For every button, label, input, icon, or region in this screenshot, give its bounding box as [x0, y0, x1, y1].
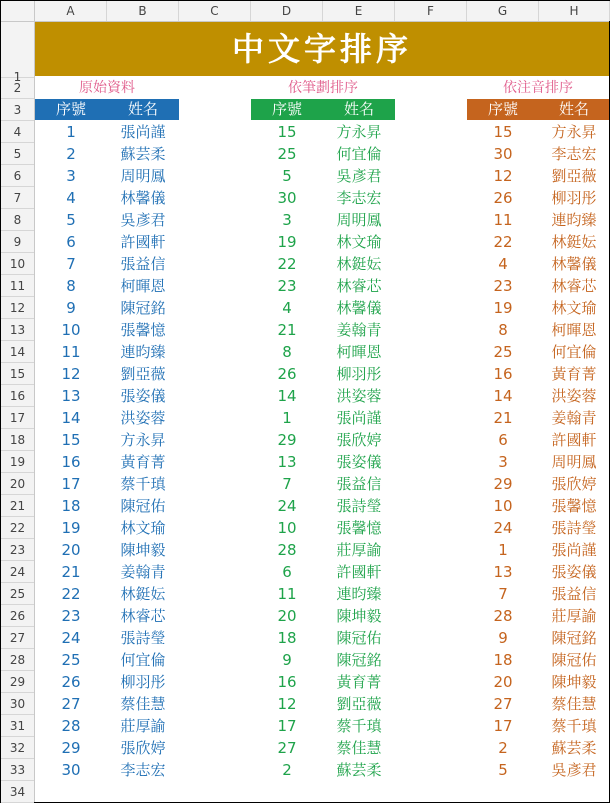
original-no-cell[interactable]: 16 — [61, 453, 81, 471]
row-header-26[interactable]: 26 — [1, 605, 34, 627]
original-no-cell[interactable]: 27 — [61, 695, 81, 713]
original-name-cell[interactable]: 張詩瑩 — [120, 629, 166, 647]
column-header-d[interactable]: D — [251, 1, 323, 21]
row-header-1[interactable]: 1 — [1, 22, 34, 78]
row-header-11[interactable]: 11 — [1, 275, 34, 297]
zhuyin-no-cell[interactable]: 14 — [493, 387, 513, 405]
column-header-h[interactable]: H — [539, 1, 610, 21]
row-header-4[interactable]: 4 — [1, 121, 34, 143]
original-name-cell[interactable]: 劉亞薇 — [120, 365, 166, 383]
stroke-no-cell[interactable]: 4 — [282, 299, 292, 317]
select-all-corner[interactable] — [1, 1, 35, 21]
zhuyin-no-cell[interactable]: 7 — [498, 585, 508, 603]
stroke-name-cell[interactable]: 林睿芯 — [336, 277, 382, 295]
zhuyin-name-cell[interactable]: 劉亞薇 — [551, 167, 597, 185]
stroke-name-cell[interactable]: 許國軒 — [336, 563, 382, 581]
row-header-24[interactable]: 24 — [1, 561, 34, 583]
original-no-cell[interactable]: 24 — [61, 629, 81, 647]
original-name-cell[interactable]: 張益信 — [120, 255, 166, 273]
original-no-cell[interactable]: 20 — [61, 541, 81, 559]
zhuyin-no-cell[interactable]: 2 — [498, 739, 508, 757]
zhuyin-no-cell[interactable]: 12 — [493, 167, 513, 185]
row-header-23[interactable]: 23 — [1, 539, 34, 561]
zhuyin-name-cell[interactable]: 陳坤毅 — [551, 673, 597, 691]
stroke-name-cell[interactable]: 周明鳳 — [336, 211, 382, 229]
column-header-a[interactable]: A — [35, 1, 107, 21]
stroke-no-cell[interactable]: 10 — [277, 519, 297, 537]
stroke-name-cell[interactable]: 張詩瑩 — [336, 497, 382, 515]
header-no-zhuyin[interactable]: 序號 — [487, 100, 518, 118]
stroke-name-cell[interactable]: 張尚謹 — [336, 409, 382, 427]
original-name-cell[interactable]: 蘇芸柔 — [120, 145, 166, 163]
original-no-cell[interactable]: 3 — [66, 167, 76, 185]
original-name-cell[interactable]: 何宜倫 — [120, 651, 166, 669]
stroke-name-cell[interactable]: 柳羽彤 — [336, 365, 382, 383]
header-name-original[interactable]: 姓名 — [127, 100, 158, 118]
column-header-f[interactable]: F — [395, 1, 467, 21]
row-header-12[interactable]: 12 — [1, 297, 34, 319]
stroke-name-cell[interactable]: 張姿儀 — [336, 453, 382, 471]
stroke-no-cell[interactable]: 9 — [282, 651, 292, 669]
stroke-name-cell[interactable]: 黃育菁 — [336, 673, 382, 691]
zhuyin-no-cell[interactable]: 29 — [493, 475, 513, 493]
zhuyin-name-cell[interactable]: 姜翰青 — [551, 409, 597, 427]
stroke-name-cell[interactable]: 林鋌妘 — [336, 255, 382, 273]
row-header-20[interactable]: 20 — [1, 473, 34, 495]
row-header-5[interactable]: 5 — [1, 143, 34, 165]
stroke-no-cell[interactable]: 18 — [277, 629, 297, 647]
stroke-no-cell[interactable]: 17 — [277, 717, 297, 735]
stroke-no-cell[interactable]: 20 — [277, 607, 297, 625]
zhuyin-name-cell[interactable]: 張益信 — [551, 585, 597, 603]
original-no-cell[interactable]: 28 — [61, 717, 81, 735]
original-name-cell[interactable]: 陳坤毅 — [120, 541, 166, 559]
header-name-zhuyin[interactable]: 姓名 — [558, 100, 589, 118]
stroke-name-cell[interactable]: 何宜倫 — [336, 145, 382, 163]
zhuyin-no-cell[interactable]: 4 — [498, 255, 508, 273]
original-no-cell[interactable]: 10 — [61, 321, 81, 339]
original-no-cell[interactable]: 13 — [61, 387, 81, 405]
original-no-cell[interactable]: 7 — [66, 255, 76, 273]
original-name-cell[interactable]: 張姿儀 — [120, 387, 166, 405]
header-name-stroke[interactable]: 姓名 — [343, 100, 374, 118]
zhuyin-no-cell[interactable]: 24 — [493, 519, 513, 537]
original-name-cell[interactable]: 洪姿蓉 — [120, 409, 166, 427]
row-header-21[interactable]: 21 — [1, 495, 34, 517]
stroke-no-cell[interactable]: 2 — [282, 761, 292, 779]
row-header-13[interactable]: 13 — [1, 319, 34, 341]
row-header-29[interactable]: 29 — [1, 671, 34, 693]
original-no-cell[interactable]: 15 — [61, 431, 81, 449]
zhuyin-name-cell[interactable]: 柳羽彤 — [551, 189, 597, 207]
row-header-8[interactable]: 8 — [1, 209, 34, 231]
original-no-cell[interactable]: 30 — [61, 761, 81, 779]
zhuyin-no-cell[interactable]: 19 — [493, 299, 513, 317]
original-name-cell[interactable]: 林睿芯 — [120, 607, 166, 625]
section-title-stroke[interactable]: 依筆劃排序 — [288, 80, 358, 96]
zhuyin-name-cell[interactable]: 蔡千瑱 — [551, 717, 597, 735]
original-name-cell[interactable]: 張馨憶 — [120, 321, 166, 339]
stroke-name-cell[interactable]: 方永昇 — [336, 123, 382, 141]
stroke-name-cell[interactable]: 林馨儀 — [336, 299, 382, 317]
stroke-no-cell[interactable]: 6 — [282, 563, 292, 581]
zhuyin-name-cell[interactable]: 張尚謹 — [551, 541, 597, 559]
zhuyin-name-cell[interactable]: 林睿芯 — [551, 277, 597, 295]
stroke-no-cell[interactable]: 26 — [277, 365, 297, 383]
header-no-original[interactable]: 序號 — [55, 100, 86, 118]
row-header-16[interactable]: 16 — [1, 385, 34, 407]
header-no-stroke[interactable]: 序號 — [271, 100, 302, 118]
row-header-3[interactable]: 3 — [1, 99, 34, 121]
stroke-no-cell[interactable]: 23 — [277, 277, 297, 295]
stroke-name-cell[interactable]: 李志宏 — [336, 189, 382, 207]
stroke-name-cell[interactable]: 蘇芸柔 — [336, 761, 382, 779]
original-no-cell[interactable]: 4 — [66, 189, 76, 207]
zhuyin-name-cell[interactable]: 許國軒 — [551, 431, 597, 449]
original-name-cell[interactable]: 許國軒 — [120, 233, 166, 251]
zhuyin-name-cell[interactable]: 林馨儀 — [551, 255, 597, 273]
zhuyin-no-cell[interactable]: 9 — [498, 629, 508, 647]
stroke-no-cell[interactable]: 1 — [282, 409, 292, 427]
stroke-no-cell[interactable]: 22 — [277, 255, 297, 273]
row-header-31[interactable]: 31 — [1, 715, 34, 737]
zhuyin-name-cell[interactable]: 蔡佳慧 — [551, 695, 597, 713]
original-no-cell[interactable]: 2 — [66, 145, 76, 163]
column-header-b[interactable]: B — [107, 1, 179, 21]
original-no-cell[interactable]: 17 — [61, 475, 81, 493]
zhuyin-name-cell[interactable]: 張詩瑩 — [551, 519, 597, 537]
row-header-17[interactable]: 17 — [1, 407, 34, 429]
original-no-cell[interactable]: 12 — [61, 365, 81, 383]
zhuyin-name-cell[interactable]: 李志宏 — [551, 145, 597, 163]
zhuyin-name-cell[interactable]: 洪姿蓉 — [551, 387, 597, 405]
stroke-name-cell[interactable]: 張欣婷 — [336, 431, 382, 449]
sheet-title[interactable]: 中文字排序 — [35, 22, 609, 76]
zhuyin-name-cell[interactable]: 方永昇 — [551, 123, 597, 141]
original-name-cell[interactable]: 方永昇 — [120, 431, 166, 449]
zhuyin-name-cell[interactable]: 連昀臻 — [551, 211, 597, 229]
stroke-no-cell[interactable]: 19 — [277, 233, 297, 251]
row-header-7[interactable]: 7 — [1, 187, 34, 209]
column-header-g[interactable]: G — [467, 1, 539, 21]
row-header-18[interactable]: 18 — [1, 429, 34, 451]
header-original — [35, 99, 179, 120]
stroke-no-cell[interactable]: 13 — [277, 453, 297, 471]
stroke-no-cell[interactable]: 29 — [277, 431, 297, 449]
original-no-cell[interactable]: 9 — [66, 299, 76, 317]
zhuyin-no-cell[interactable]: 16 — [493, 365, 513, 383]
original-no-cell[interactable]: 26 — [61, 673, 81, 691]
zhuyin-no-cell[interactable]: 27 — [493, 695, 513, 713]
header-zhuyin — [467, 99, 609, 120]
stroke-name-cell[interactable]: 張馨憶 — [336, 519, 382, 537]
stroke-no-cell[interactable]: 8 — [282, 343, 292, 361]
original-name-cell[interactable]: 蔡千瑱 — [120, 475, 166, 493]
header-stroke — [251, 99, 395, 120]
stroke-name-cell[interactable]: 張益信 — [336, 475, 382, 493]
row-header-6[interactable]: 6 — [1, 165, 34, 187]
zhuyin-no-cell[interactable]: 21 — [493, 409, 513, 427]
stroke-no-cell[interactable]: 30 — [277, 189, 297, 207]
original-name-cell[interactable]: 柳羽彤 — [120, 673, 166, 691]
zhuyin-no-cell[interactable]: 20 — [493, 673, 513, 691]
row-header-30[interactable]: 30 — [1, 693, 34, 715]
row-header-9[interactable]: 9 — [1, 231, 34, 253]
row-header-22[interactable]: 22 — [1, 517, 34, 539]
stroke-name-cell[interactable]: 吳彥君 — [336, 167, 382, 185]
stroke-name-cell[interactable]: 柯暉恩 — [336, 343, 382, 361]
original-no-cell[interactable]: 19 — [61, 519, 81, 537]
zhuyin-no-cell[interactable]: 22 — [493, 233, 513, 251]
zhuyin-name-cell[interactable]: 張馨憶 — [551, 497, 597, 515]
zhuyin-no-cell[interactable]: 5 — [498, 761, 508, 779]
zhuyin-no-cell[interactable]: 30 — [493, 145, 513, 163]
original-name-cell[interactable]: 蔡佳慧 — [120, 695, 166, 713]
original-no-cell[interactable]: 22 — [61, 585, 81, 603]
original-no-cell[interactable]: 23 — [61, 607, 81, 625]
zhuyin-name-cell[interactable]: 周明鳳 — [551, 453, 597, 471]
original-no-cell[interactable]: 18 — [61, 497, 81, 515]
stroke-name-cell[interactable]: 連昀臻 — [336, 585, 382, 603]
row-header-bar — [1, 22, 35, 802]
stroke-name-cell[interactable]: 蔡千瑱 — [336, 717, 382, 735]
original-no-cell[interactable]: 11 — [61, 343, 81, 361]
stroke-no-cell[interactable]: 28 — [277, 541, 297, 559]
zhuyin-name-cell[interactable]: 林文瑜 — [551, 299, 597, 317]
stroke-no-cell[interactable]: 21 — [277, 321, 297, 339]
row-header-25[interactable]: 25 — [1, 583, 34, 605]
original-name-cell[interactable]: 姜翰青 — [120, 563, 166, 581]
zhuyin-no-cell[interactable]: 23 — [493, 277, 513, 295]
original-name-cell[interactable]: 莊厚諭 — [120, 717, 166, 735]
zhuyin-no-cell[interactable]: 18 — [493, 651, 513, 669]
original-name-cell[interactable]: 張尚謹 — [120, 123, 166, 141]
zhuyin-no-cell[interactable]: 17 — [493, 717, 513, 735]
row-header-32[interactable]: 32 — [1, 737, 34, 759]
zhuyin-no-cell[interactable]: 6 — [498, 431, 508, 449]
zhuyin-name-cell[interactable]: 黃育菁 — [551, 365, 597, 383]
zhuyin-no-cell[interactable]: 15 — [493, 123, 513, 141]
stroke-name-cell[interactable]: 劉亞薇 — [336, 695, 382, 713]
zhuyin-no-cell[interactable]: 3 — [498, 453, 508, 471]
stroke-no-cell[interactable]: 3 — [282, 211, 292, 229]
zhuyin-no-cell[interactable]: 8 — [498, 321, 508, 339]
zhuyin-name-cell[interactable]: 陳冠銘 — [551, 629, 597, 647]
stroke-name-cell[interactable]: 洪姿蓉 — [336, 387, 382, 405]
stroke-no-cell[interactable]: 12 — [277, 695, 297, 713]
original-name-cell[interactable]: 李志宏 — [120, 761, 166, 779]
zhuyin-no-cell[interactable]: 1 — [498, 541, 508, 559]
original-name-cell[interactable]: 陳冠佑 — [120, 497, 166, 515]
row-header-27[interactable]: 27 — [1, 627, 34, 649]
stroke-name-cell[interactable]: 莊厚諭 — [336, 541, 382, 559]
column-header-e[interactable]: E — [323, 1, 395, 21]
row-header-33[interactable]: 33 — [1, 759, 34, 781]
zhuyin-no-cell[interactable]: 25 — [493, 343, 513, 361]
zhuyin-no-cell[interactable]: 26 — [493, 189, 513, 207]
original-no-cell[interactable]: 25 — [61, 651, 81, 669]
original-no-cell[interactable]: 29 — [61, 739, 81, 757]
stroke-name-cell[interactable]: 陳坤毅 — [336, 607, 382, 625]
original-name-cell[interactable]: 林文瑜 — [120, 519, 166, 537]
stroke-no-cell[interactable]: 5 — [282, 167, 292, 185]
section-title-zhuyin[interactable]: 依注音排序 — [503, 80, 573, 96]
zhuyin-no-cell[interactable]: 28 — [493, 607, 513, 625]
zhuyin-name-cell[interactable]: 柯暉恩 — [551, 321, 597, 339]
original-no-cell[interactable]: 5 — [66, 211, 76, 229]
row-header-28[interactable]: 28 — [1, 649, 34, 671]
row-header-34[interactable]: 34 — [1, 781, 34, 803]
original-name-cell[interactable]: 柯暉恩 — [120, 277, 166, 295]
original-name-cell[interactable]: 連昀臻 — [120, 343, 166, 361]
zhuyin-no-cell[interactable]: 10 — [493, 497, 513, 515]
zhuyin-name-cell[interactable]: 陳冠佑 — [551, 651, 597, 669]
stroke-no-cell[interactable]: 16 — [277, 673, 297, 691]
stroke-no-cell[interactable]: 11 — [277, 585, 297, 603]
zhuyin-no-cell[interactable]: 13 — [493, 563, 513, 581]
row-header-2[interactable]: 2 — [1, 78, 34, 99]
row-header-15[interactable]: 15 — [1, 363, 34, 385]
cell-grid — [35, 22, 609, 802]
row-header-14[interactable]: 14 — [1, 341, 34, 363]
stroke-no-cell[interactable]: 24 — [277, 497, 297, 515]
stroke-name-cell[interactable]: 陳冠銘 — [336, 651, 382, 669]
zhuyin-name-cell[interactable]: 何宜倫 — [551, 343, 597, 361]
stroke-no-cell[interactable]: 15 — [277, 123, 297, 141]
original-name-cell[interactable]: 吳彥君 — [120, 211, 166, 229]
zhuyin-name-cell[interactable]: 張姿儀 — [551, 563, 597, 581]
original-name-cell[interactable]: 林鋌妘 — [120, 585, 166, 603]
column-header-c[interactable]: C — [179, 1, 251, 21]
stroke-no-cell[interactable]: 27 — [277, 739, 297, 757]
section-title-original[interactable]: 原始資料 — [79, 80, 135, 96]
original-name-cell[interactable]: 張欣婷 — [120, 739, 166, 757]
column-header-bar — [1, 1, 609, 22]
original-no-cell[interactable]: 14 — [61, 409, 81, 427]
zhuyin-name-cell[interactable]: 吳彥君 — [551, 761, 597, 779]
stroke-name-cell[interactable]: 姜翰青 — [336, 321, 382, 339]
stroke-name-cell[interactable]: 林文瑜 — [336, 233, 382, 251]
zhuyin-name-cell[interactable]: 張欣婷 — [551, 475, 597, 493]
original-name-cell[interactable]: 周明鳳 — [120, 167, 166, 185]
zhuyin-name-cell[interactable]: 莊厚諭 — [551, 607, 597, 625]
stroke-name-cell[interactable]: 蔡佳慧 — [336, 739, 382, 757]
zhuyin-no-cell[interactable]: 11 — [493, 211, 513, 229]
original-no-cell[interactable]: 6 — [66, 233, 76, 251]
original-name-cell[interactable]: 林馨儀 — [120, 189, 166, 207]
stroke-no-cell[interactable]: 25 — [277, 145, 297, 163]
original-name-cell[interactable]: 黃育菁 — [120, 453, 166, 471]
original-name-cell[interactable]: 陳冠銘 — [120, 299, 166, 317]
row-header-19[interactable]: 19 — [1, 451, 34, 473]
zhuyin-name-cell[interactable]: 林鋌妘 — [551, 233, 597, 251]
original-no-cell[interactable]: 8 — [66, 277, 76, 295]
stroke-no-cell[interactable]: 7 — [282, 475, 292, 493]
row-header-10[interactable]: 10 — [1, 253, 34, 275]
stroke-no-cell[interactable]: 14 — [277, 387, 297, 405]
original-no-cell[interactable]: 21 — [61, 563, 81, 581]
zhuyin-name-cell[interactable]: 蘇芸柔 — [551, 739, 597, 757]
original-no-cell[interactable]: 1 — [66, 123, 76, 141]
stroke-name-cell[interactable]: 陳冠佑 — [336, 629, 382, 647]
